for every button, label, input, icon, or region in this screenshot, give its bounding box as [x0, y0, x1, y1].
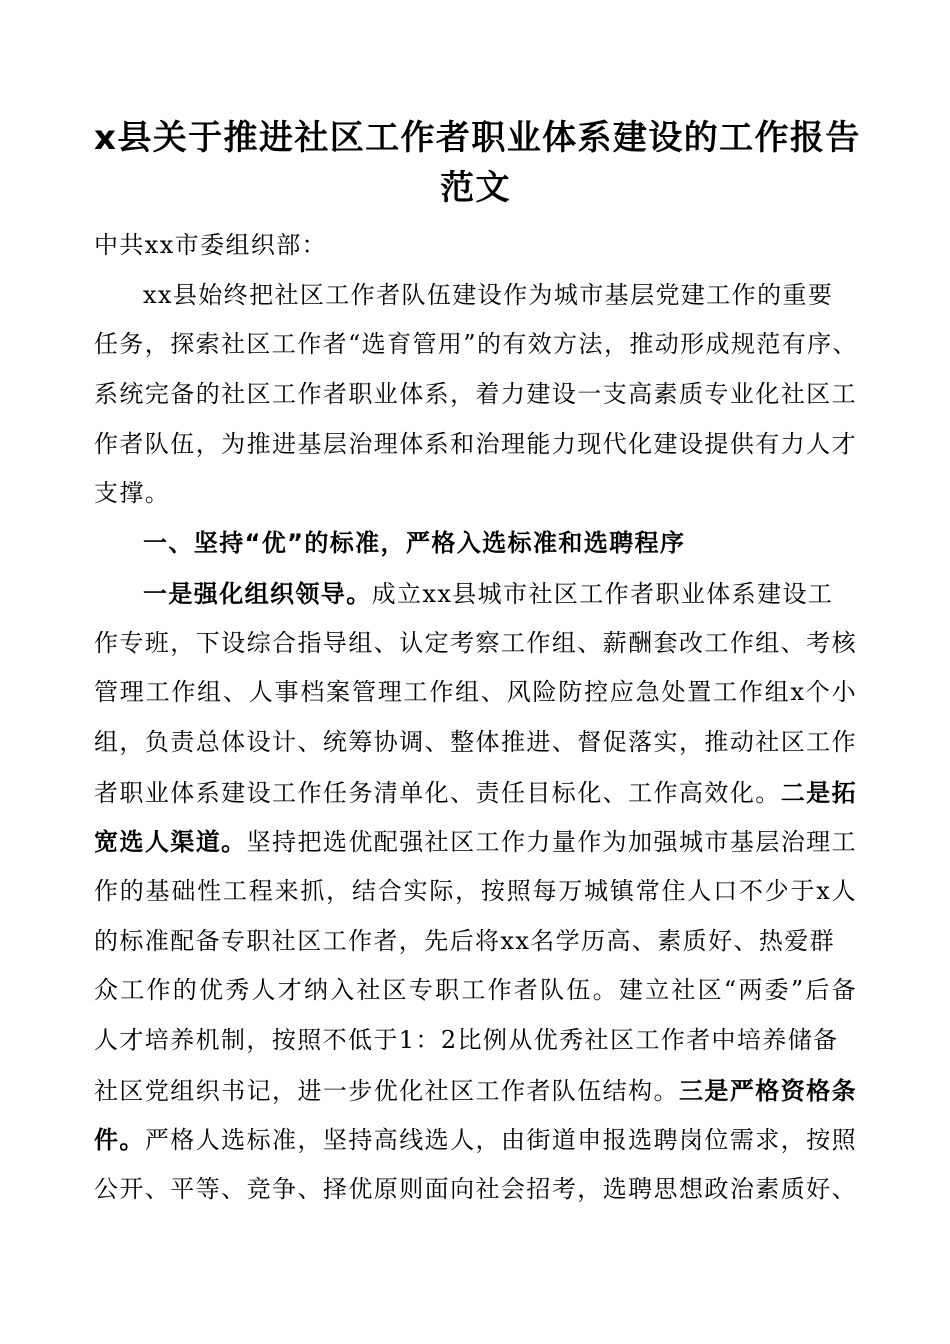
paragraph-line: xx县始终把社区工作者队伍建设作为城市基层党建工作的重要: [143, 280, 834, 309]
section-heading: 一、坚持“优”的标准，严格入选标准和选聘程序: [143, 529, 686, 558]
paragraph-text: 作的基础性工程来抓，结合实际，按照每万城镇常住人口不少于x人: [94, 876, 857, 905]
paragraph-line: [94, 1115, 857, 1165]
paragraph-text: 的标准配备专职社区工作者，先后将xx名学历高、素质好、热爱群: [94, 926, 836, 955]
paragraph-text: 人才培养机制，按照不低于1：2比例从优秀社区工作者中培养储备: [94, 1026, 839, 1054]
paragraph-line: [94, 768, 857, 818]
paragraph-line: [94, 1165, 857, 1215]
paragraph-text: 严格人选标准，坚持高线选人，由街道申报选聘岗位需求，按照: [144, 1126, 857, 1155]
paragraph-text: 成立xx县城市社区工作者职业体系建设工: [371, 579, 834, 608]
paragraph-text: 管理工作组、人事档案管理工作组、风险防控应急处置工作组x个小: [94, 678, 857, 707]
paragraph-line: 任务，探索社区工作者“选育管用”的有效方法，推动形成规范有序、: [94, 330, 858, 359]
paragraph-text: 组，负责总体设计、统筹协调、整体推进、督促落实，推动社区工作: [94, 727, 857, 756]
point-lead-label: 件。: [94, 1125, 145, 1155]
paragraph-line: [94, 1066, 857, 1116]
document-title: [94, 113, 861, 213]
paragraph-line: [94, 966, 857, 1016]
salutation: 中共xx市委组织部：: [94, 231, 328, 259]
paragraph-text: 者职业体系建设工作任务清单化、责任目标化、工作高效化。: [94, 778, 781, 807]
paragraph-text: 众工作的优秀人才纳入社区专职工作者队伍。建立社区“两委”后备: [94, 976, 857, 1005]
point-lead-label: 一是强化组织领导。: [143, 578, 372, 608]
title-line: 范文: [440, 168, 511, 208]
document-body: [94, 221, 857, 1215]
paragraph-line: [94, 867, 857, 917]
paragraph-line: 系统完备的社区工作者职业体系，着力建设一支高素质专业化社区工: [94, 380, 857, 409]
paragraph-line: [94, 1016, 857, 1066]
paragraph-line: 支撑。: [94, 479, 171, 508]
paragraph-line: [94, 817, 857, 867]
paragraph-text: 作专班，下设综合指导组、认定考察工作组、薪酬套改工作组、考核: [94, 628, 857, 657]
section-paragraph: [94, 569, 857, 1215]
title-line: x县关于推进社区工作者职业体系建设的工作报告: [94, 118, 861, 158]
paragraph-line: 作者队伍，为推进基层治理体系和治理能力现代化建设提供有力人才: [94, 429, 857, 458]
paragraph-text: 坚持把选优配强社区工作力量作为加强城市基层治理工: [246, 828, 857, 857]
paragraph-line: [94, 569, 857, 619]
point-lead-label: 宽选人渠道。: [94, 827, 247, 857]
paragraph-text: 公开、平等、竞争、择优原则面向社会招考，选聘思想政治素质好、: [94, 1175, 857, 1204]
paragraph-line: [94, 619, 857, 669]
point-lead-label: 三是严格资格条: [678, 1075, 857, 1105]
paragraph-line: [94, 917, 857, 967]
paragraph-text: 社区党组织书记，进一步优化社区工作者队伍结构。: [94, 1076, 679, 1105]
point-lead-label: 二是拓: [780, 777, 857, 807]
paragraph-line: [94, 718, 857, 768]
paragraph-line: [94, 668, 857, 718]
intro-paragraph: [94, 271, 857, 519]
